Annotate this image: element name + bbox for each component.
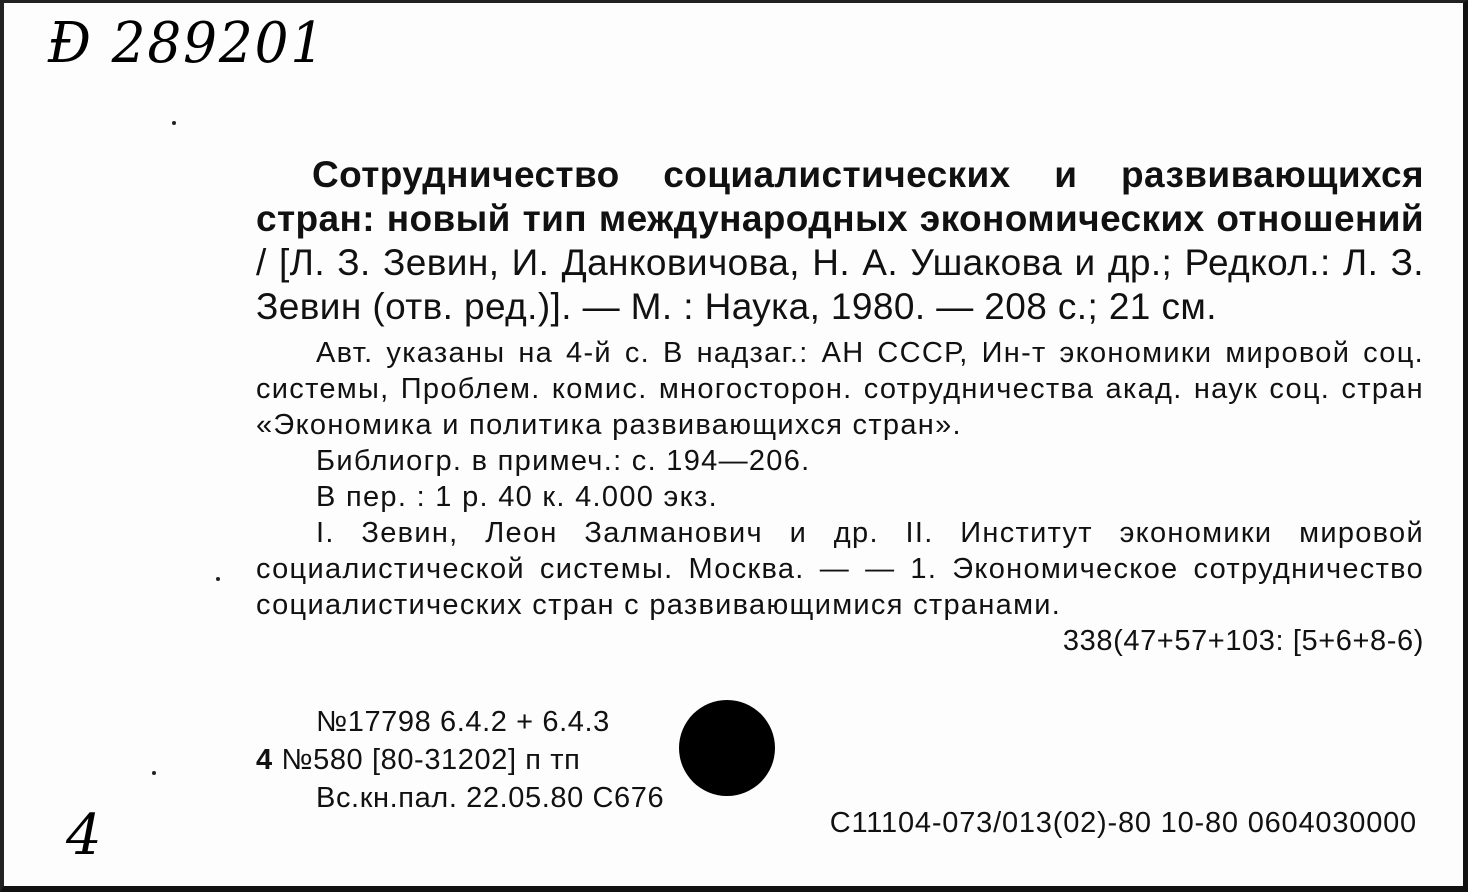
book-title: Сотрудничество социалистических и развивающихся стран: новый тип международных экономических отношений bbox=[256, 154, 1424, 239]
price-note: В пер. : 1 р. 40 к. 4.000 экз. bbox=[316, 481, 718, 513]
chamber-line: Вс.кн.пал. 22.05.80 С676 bbox=[316, 782, 665, 814]
registry-line: №17798 6.4.2 + 6.4.3 bbox=[316, 706, 610, 738]
authors-note: Авт. указаны на 4-й с. В надзаг.: АН СССР, Ин-т экономики мировой соц. системы, Проблем. комис. многосторон. сотрудничества акад. наук соц. стран «Экономика и политика развивающихся стран». bbox=[256, 337, 1424, 441]
tracings-note: I. Зевин, Леон Залманович и др. II. Институт экономики мировой социалистической системы. Москва. — — 1. Экономическое сотрудничество социалистических стран с развивающимися странами. bbox=[256, 517, 1424, 621]
order-line-rest: №580 [80-31202] п тп bbox=[272, 744, 581, 776]
handwritten-corner-mark: 4 bbox=[66, 803, 102, 868]
speck-mark bbox=[172, 121, 176, 125]
isbn-code-line: С11104-073/013(02)-80 10-80 0604030000 bbox=[829, 807, 1417, 839]
bibliography-note: Библиогр. в примеч.: с. 194—206. bbox=[316, 445, 811, 477]
order-line bbox=[256, 741, 664, 779]
main-entry bbox=[256, 153, 1424, 329]
lower-left-block bbox=[256, 703, 664, 817]
handwritten-accession-number: Ɖ 289201 bbox=[48, 11, 327, 76]
statement-of-responsibility: / [Л. З. Зевин, И. Данковичова, Н. А. Ушакова и др.; Редкол.: Л. З. Зевин (отв. ред.)]. — М. : Наука, 1980. — 208 с.; 21 см. bbox=[256, 242, 1424, 327]
ink-blot bbox=[679, 700, 775, 796]
speck-mark bbox=[152, 771, 156, 775]
speck-mark bbox=[216, 577, 220, 581]
card-body bbox=[256, 153, 1424, 659]
classification-code: 338(47+57+103: [5+6+8-6) bbox=[1062, 625, 1424, 657]
order-line-prefix: 4 bbox=[256, 744, 273, 776]
